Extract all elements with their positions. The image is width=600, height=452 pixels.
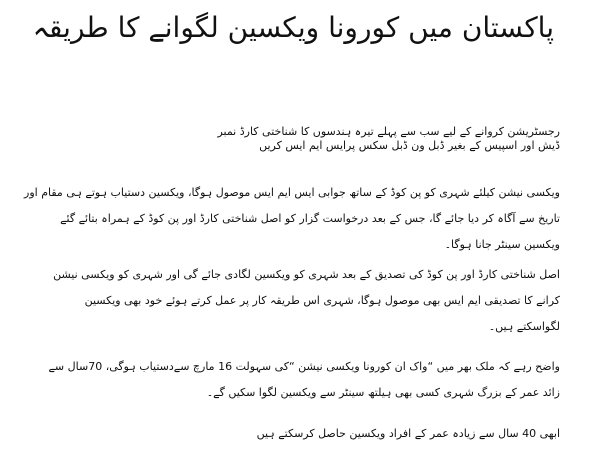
paragraph-line: ڈیش اور اسپیس کے بغیر ڈبل ون ڈبل سکس پرایس ایم ایس کریں — [259, 139, 560, 152]
paragraph-line: ویکسین سینٹر جانا ہوگا۔ — [444, 238, 560, 251]
paragraph-line: ابھی 40 سال سے زیادہ عمر کے افراد ویکسین حاصل کرسکتے ہیں — [256, 427, 560, 440]
paragraph-line: زائد عمر کے بزرگ شہری کسی بھی ہیلتھ سینٹر سے ویکسین لگوا سکیں گے۔ — [206, 386, 560, 399]
paragraph-line: کرانے کا تصدیقی ایم ایس بھی موصول ہوگا، شہری اس طریقہ کار پر عمل کرتے ہوئے خود بھی ویکسین — [84, 294, 560, 307]
paragraph-age-eligibility — [30, 424, 560, 444]
paragraph-registration — [30, 125, 560, 153]
paragraph-line: تاریخ سے آگاہ کر دیا جائے گا، جس کے بعد درخواست گزار کو اصل شناختی کارڈ اور پن کوڈ کے ہمراہ بتائے گئے — [60, 212, 560, 225]
paragraph-line: واضح رہے کہ ملک بھر میں “واک ان کورونا ویکسی نیشن “کی سہولت 16 مارچ سےدستیاب ہوگی، 70سال سے — [48, 360, 560, 373]
article-title: پاکستان میں کورونا ویکسین لگوانے کا طریقہ — [32, 11, 554, 44]
paragraph-line: اصل شناختی کارڈ اور پن کوڈ کی تصدیق کے بعد شہری کو ویکسین لگادی جائے گی اور شہری کو ویکسی نیشن — [53, 268, 560, 281]
paragraph-line: لگواسکتے ہیں۔ — [488, 320, 560, 333]
paragraph-pin-code — [24, 180, 560, 258]
paragraph-line: ویکسی نیشن کیلئے شہری کو پن کوڈ کے ساتھ جوابی ایس ایم ایس موصول ہوگا، ویکسین دستیاب ہوتے ہی مقام اور — [24, 186, 560, 199]
paragraph-walk-in — [30, 354, 560, 406]
paragraph-line: رجسٹریشن کروانے کے لیے سب سے پہلے تیرہ ہندسوں کا شناختی کارڈ نمبر — [217, 125, 560, 138]
paragraph-verification — [30, 262, 560, 340]
